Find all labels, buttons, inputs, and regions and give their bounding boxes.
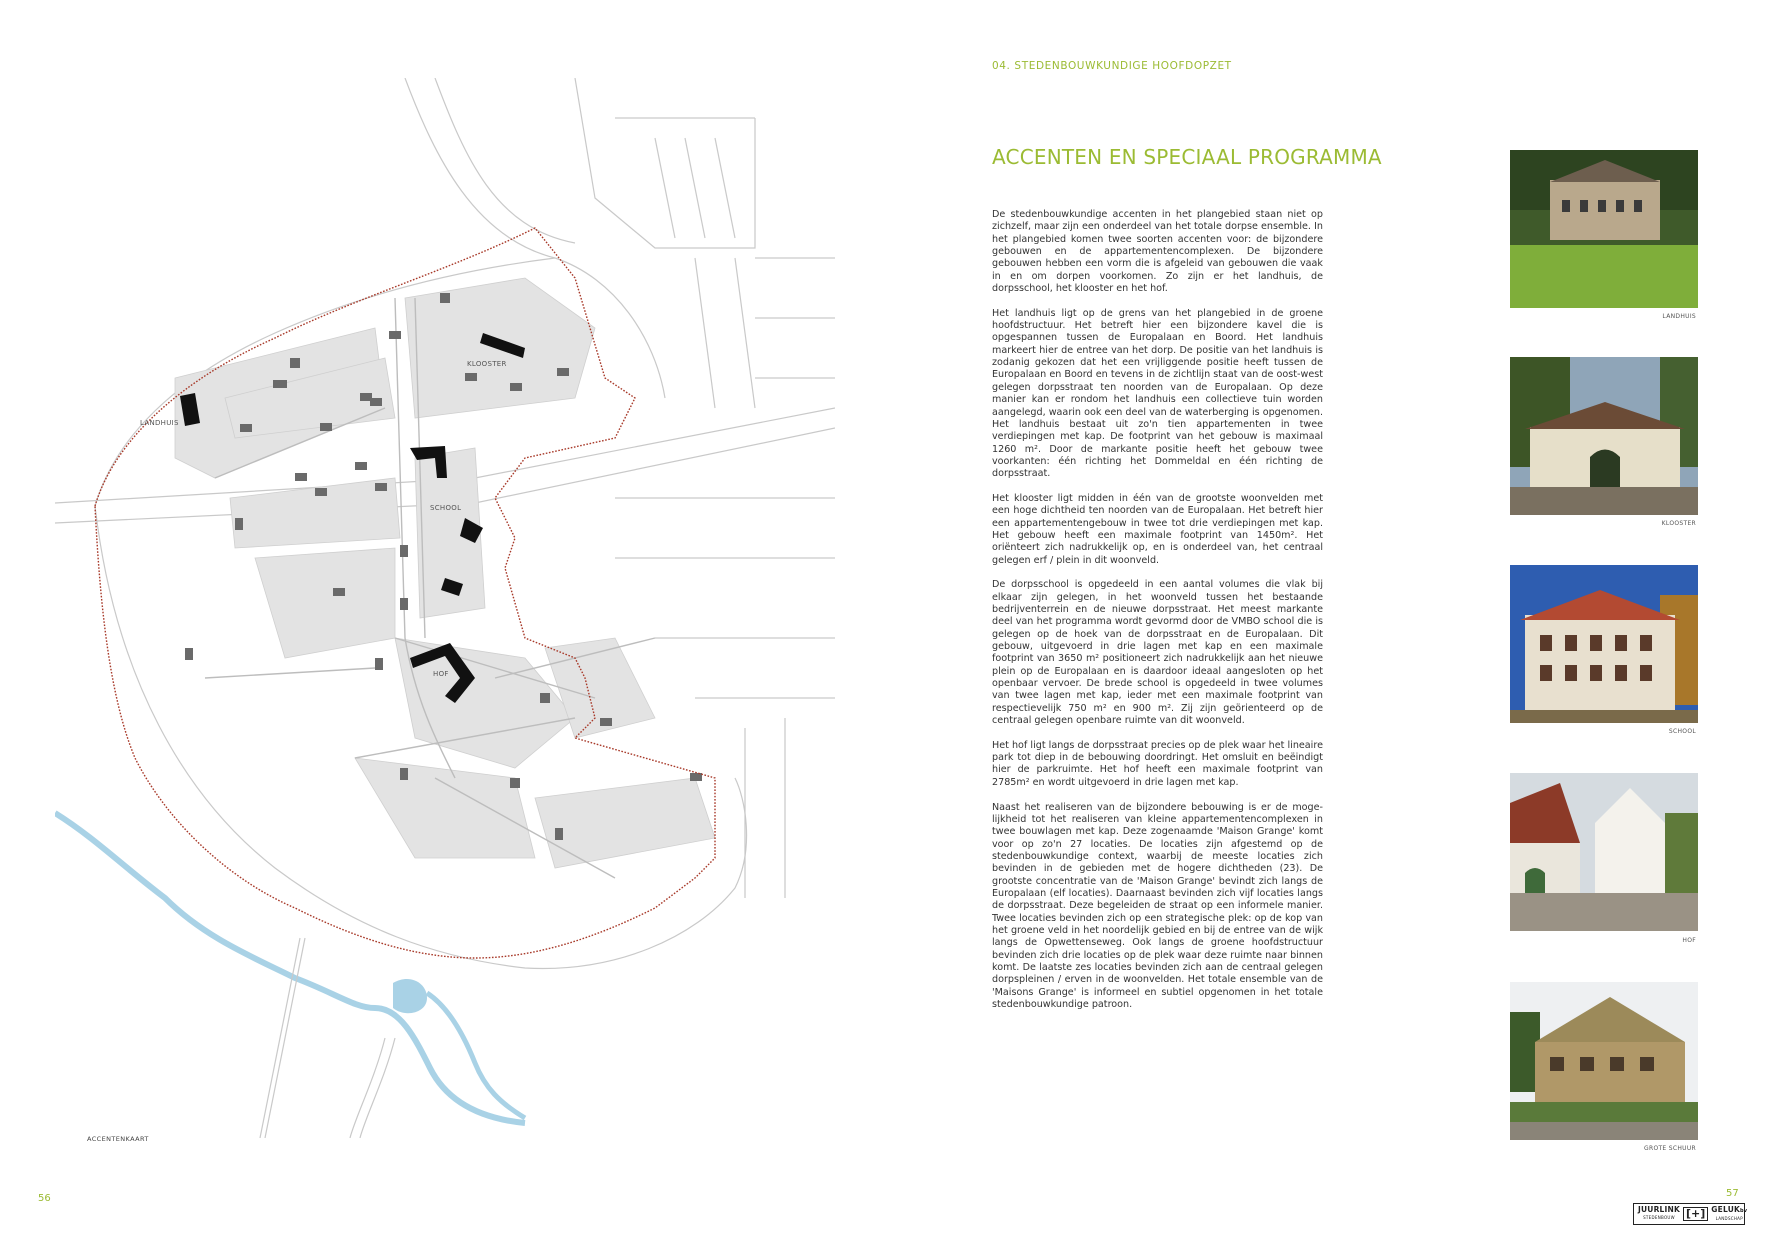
photo-caption: GROTE SCHUUR — [1644, 1145, 1696, 1152]
map-caption: ACCENTENKAART — [87, 1135, 149, 1143]
photo-landhuis — [1510, 150, 1698, 308]
logo-text-right: GELUK — [1711, 1204, 1740, 1214]
block-south — [355, 758, 535, 858]
pond — [393, 979, 427, 1013]
photo-caption: LANDHUIS — [1662, 313, 1696, 320]
page-number-left: 56 — [38, 1193, 51, 1204]
logo-sub-left: STEDENBOUW — [1643, 1215, 1675, 1220]
paragraph: De dorpsschool is opgedeeld in een aantal volumes die vlak bij elkaar zijn gelegen, in het woonveld tussen het bestaande bedrijventerrein en de nieuwe dorpsstraat. Het meest markante deel van het programma wordt gevormd door de VMBO school die is gelegen op de hoek van de dorpsstraat en de Europalaan. Dit gebouw, uitgevoerd in drie lagen met kap en een maximale footprint van 3650 m² positioneert zich nadrukkelijk aan het nieuwe plein op de Europalaan en is daardoor ideaal aangesloten op het openbaar vervoer. De brede school is opgedeeld in twee volumes van twee lagen met kap, ieder met een maximale footprint van respectievelijk 750 m² en 900 m². Zij zijn geörienteerd op de centraal gelegen openbare ruimte van dit woonveld. — [992, 579, 1323, 727]
stream-east — [427, 993, 525, 1118]
paragraph: Naast het realiseren van de bijzondere bebouwing is er de moge-lijkheid tot het realiseren van kleine appartementencomplexen in twee bouwlagen met kap. Deze zogenaamde 'Maison Grange' komt voor op zo'n 27 locaties. De locaties zijn afgestemd op de stedenbouwkundige context, waarbij de meeste locaties zich bevinden in de gebieden met de hogere dichtheden (23). De grootste concentratie van de 'Maison Grange' bevindt zich langs de Europalaan (elf locaties). Daarnaast bevinden zich vijf locaties langs de dorpsstraat. Deze begeleiden de straat op een informele manier. Twee locaties bevinden zich op een strategische plek: op de kop van het groene veld in het noordelijk gebied en bij de entree van de wijk langs de Opwettenseweg. Ook langs de groene hoofdstructuur bevinden zich drie locaties op de plek waar deze ruimte naar binnen komt. De laatste zes locaties bevinden zich aan de centraal gelegen dorpspleinen / erven in de woonvelden. Het totale ensemble van de 'Maisons Grange' is informeel en subtiel opgenomen in het totale stedenbouwkundige patroon. — [992, 801, 1323, 1010]
photo-school — [1510, 565, 1698, 723]
map-label-landhuis: LANDHUIS — [140, 419, 179, 427]
stream — [55, 813, 525, 1123]
section-heading: ACCENTEN EN SPECIAAL PROGRAMMA — [992, 145, 1382, 169]
chapter-title: 04. STEDENBOUWKUNDIGE HOOFDOPZET — [992, 60, 1232, 72]
photo-caption: SCHOOL — [1668, 728, 1696, 735]
logo-mark: [+] — [1683, 1207, 1708, 1221]
photo-hof — [1510, 773, 1698, 931]
map-label-school: SCHOOL — [430, 504, 462, 512]
page-number-right: 57 — [1726, 1188, 1739, 1199]
paragraph: Het klooster ligt midden in één van de grootste woonvelden met een hoge dichtheid ten noorden van de Europalaan. Het betreft hier een appartementengebouw in twee tot drie verdiepingen met kap. Het gebouw heeft een maximale footprint van 1450m². Het oriënteert zich nadrukkelijk op, en is onderdeel van, het centraal gelegen erf / plein in dit woonveld. — [992, 492, 1323, 566]
logo-suffix: bv — [1740, 1207, 1748, 1214]
photo-caption: KLOOSTER — [1661, 520, 1696, 527]
map-label-klooster: KLOOSTER — [467, 360, 507, 368]
map-label-hof: HOF — [433, 670, 449, 678]
paragraph: Het hof ligt langs de dorpsstraat precies op de plek waar het lineaire park tot diep in de bebouwing doordringt. Het omsluit en beëindigt hier de parkruimte. Het hof heeft een maximale footprint van 2785m² en wordt uitgevoerd in drie lagen met kap. — [992, 739, 1323, 788]
company-logo — [1633, 1203, 1748, 1225]
logo-sub-right: LANDSCHAP — [1715, 1215, 1743, 1221]
body-text — [992, 209, 1323, 1024]
paragraph: Het landhuis ligt op de grens van het plangebied in de groene hoofdstructuur. Het betreft hier een bijzondere kavel die is opgespannen tussen de Europalaan en Boord. Het landhuis markeert hier de entree van het dorp. De positie van het landhuis is zodanig gekozen dat het een vrijliggende positie heeft tussen de Europalaan en Boord en tevens in de zichtlijn staat van de oost-west gelegen dorpsstraat ten noorden van de Europalaan. Op deze manier kan er rondom het landhuis een collectieve tuin worden aangelegd, waarin ook een deel van de waterberging is opgenomen. Het landhuis bestaat uit zo'n tien appartementen in twee verdiepingen met kap. De footprint van het gebouw is maximaal 1260 m². Door de markante positie heeft het gebouw twee voorkanten: één richting het Dommeldal en één richting de dorpsstraat. — [992, 307, 1323, 480]
accent-map-drawing — [55, 78, 835, 1138]
photo-caption: HOF — [1682, 937, 1696, 944]
block-sw — [255, 548, 395, 658]
accent-map — [55, 78, 835, 1138]
logo-text-left: JUURLINK — [1638, 1205, 1681, 1214]
photo-grote-schuur — [1510, 982, 1698, 1140]
paragraph: De stedenbouwkundige accenten in het plangebied staan niet op zichzelf, maar zijn een onderdeel van het totale dorpse ensemble. In het plangebied komen twee soorten accenten voor: de bijzondere gebouwen en de appartementencomplexen. De bijzondere gebouwen hebben een vorm die is afgeleid van gebouwen die vaak in en om dorpen voorkomen. Zo zijn er het landhuis, de dorpsschool, het klooster en het hof. — [992, 209, 1323, 295]
photo-klooster — [1510, 357, 1698, 515]
block-far-se — [535, 778, 715, 868]
